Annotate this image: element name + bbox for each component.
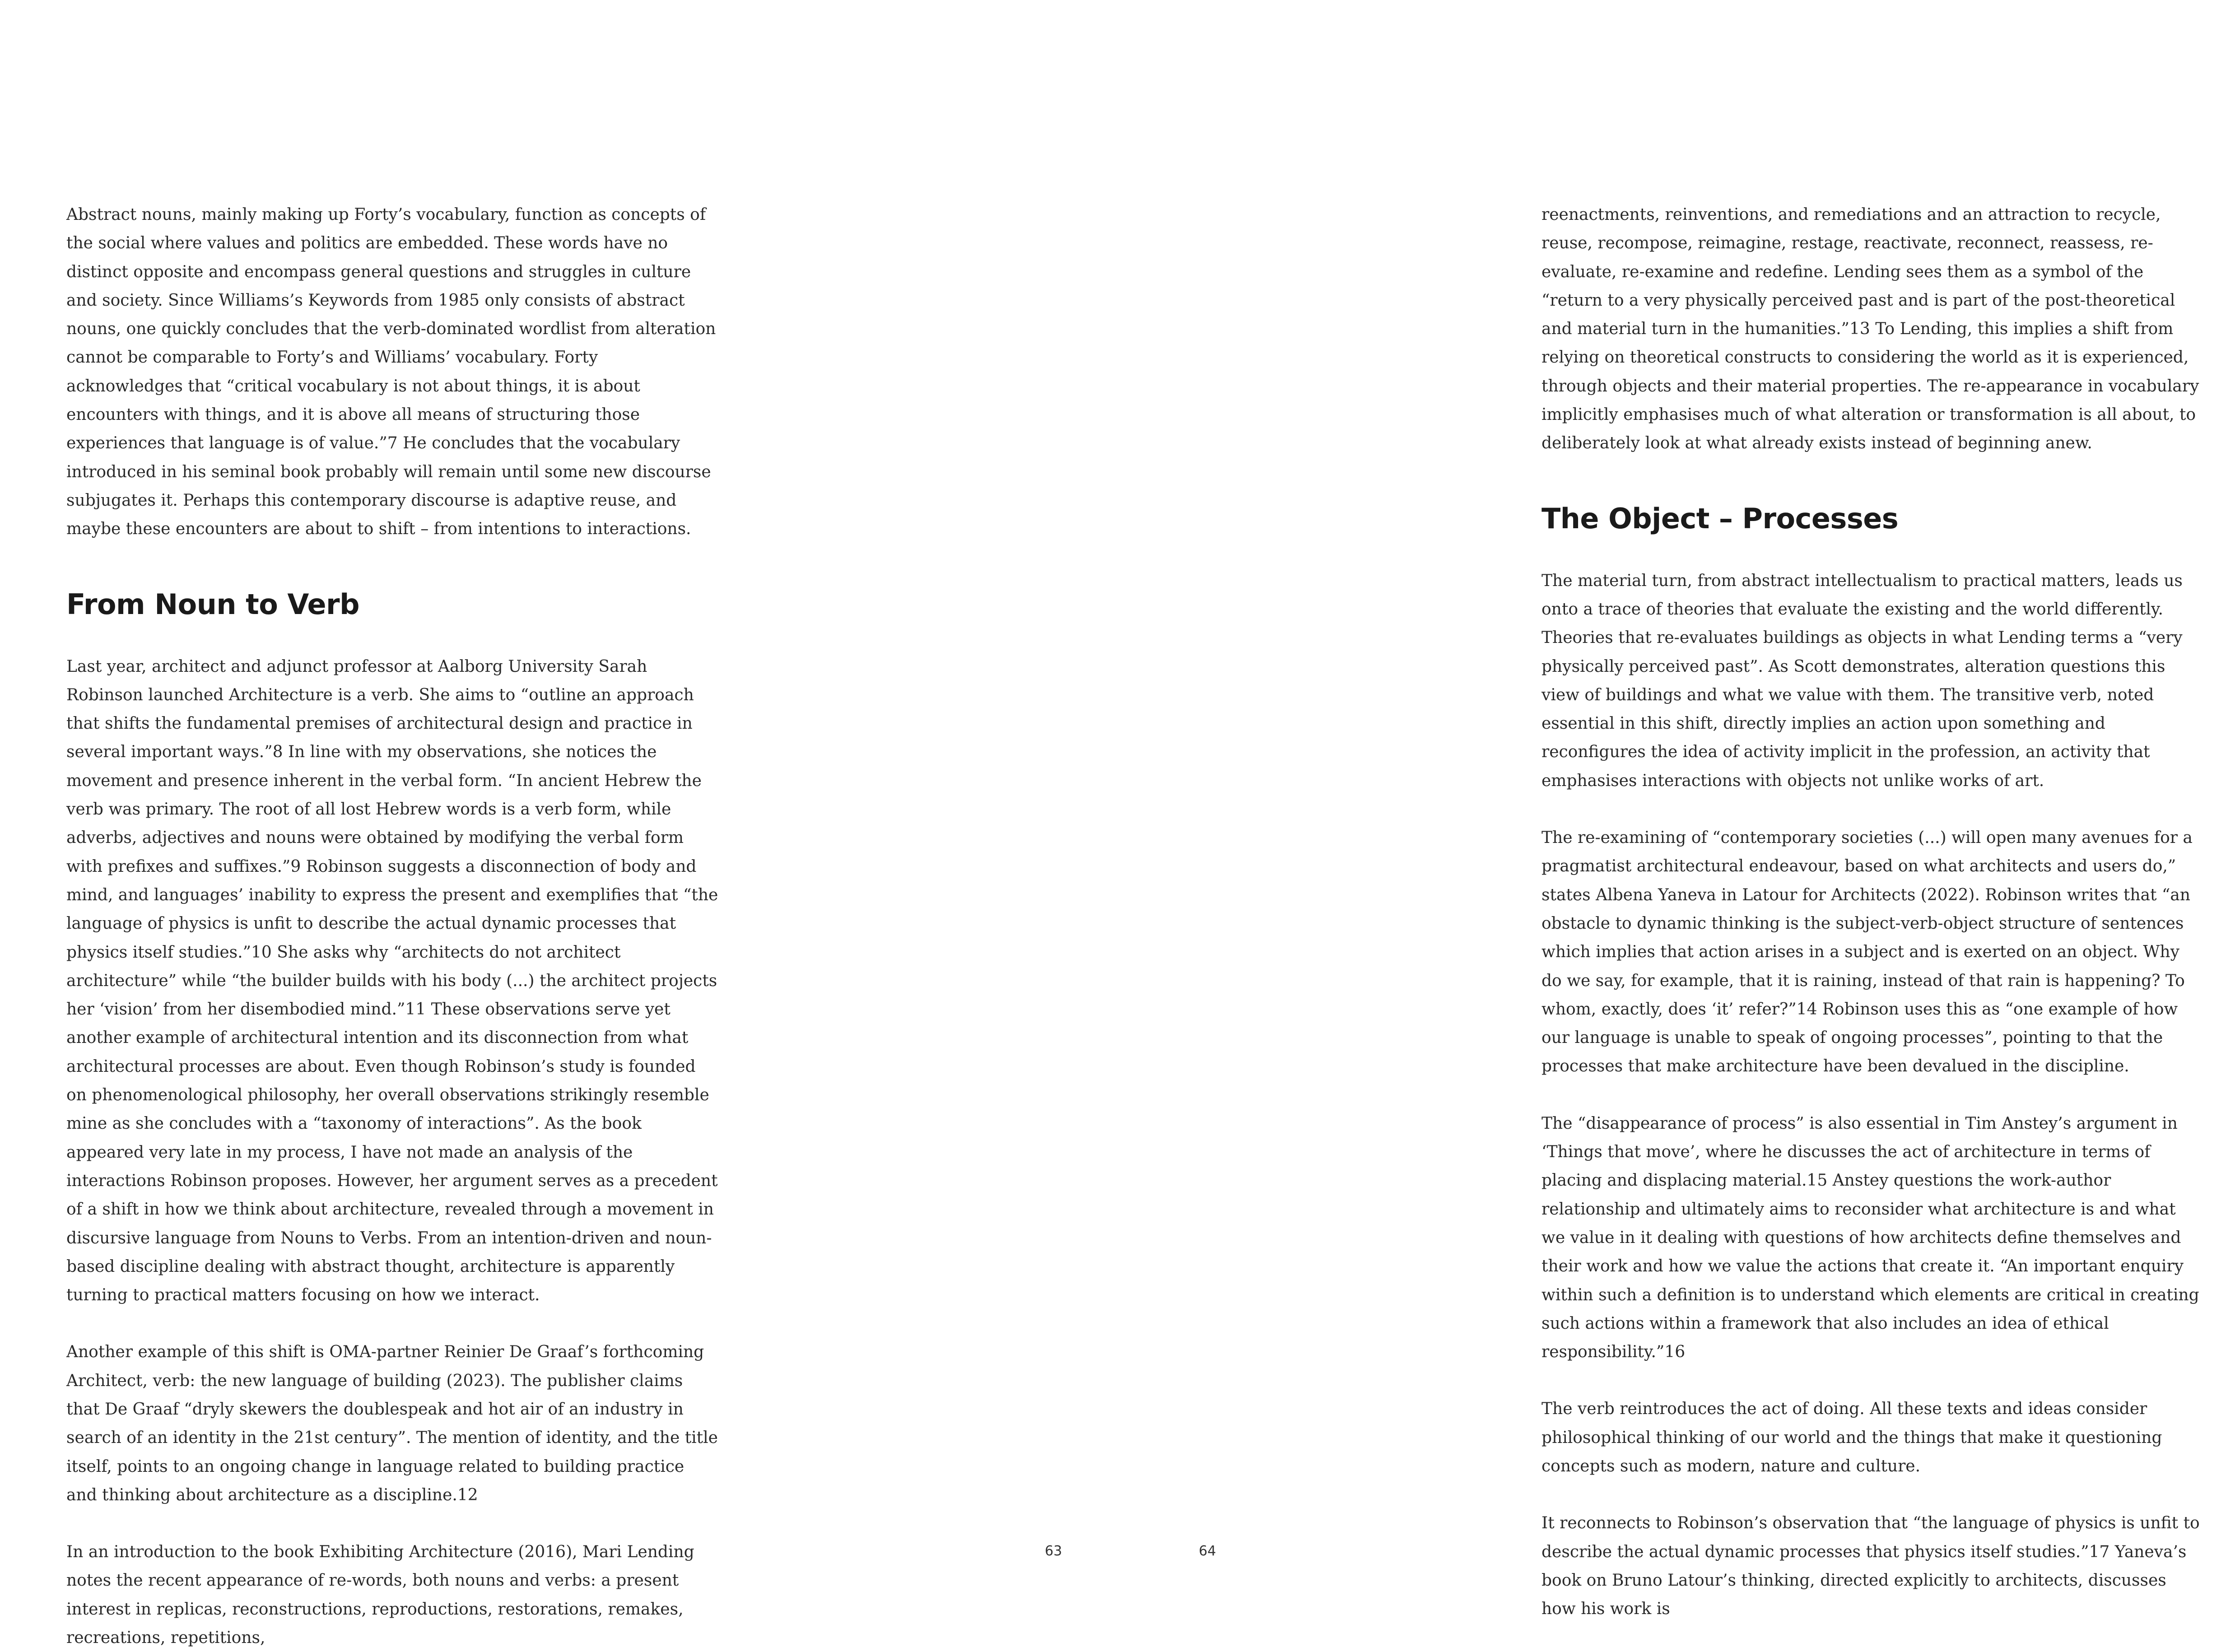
paragraph-yaneva: The re-examining of “contemporary societies (...) will open many avenues for a pragmatist architectural endeavour, based on what architects and users do,” states Albena Yaneva in Latour for Architects (2022). Robinson writes that “an obstacle to dynamic thinking is the subject-verb-object structure of sentences which implies that action arises in a subject and is exerted on an object. Why do we say, for example, that it is raining, instead of that rain is happening? To whom, exactly, does ‘it’ refer?”14 Robinson uses this as “one example of how our language is unable to speak of ongoing processes”, pointing to that the processes that make architecture have been devalued in the discipline.: [1541, 828, 2193, 1076]
paragraph-material-turn: The material turn, from abstract intellectualism to practical matters, leads us onto a trace of theories that evaluate the existing and the world differently. Theories that re-evaluates buildings as objects in what Lending terms a “very physically perceived past”. As Scott demonstrates, alteration questions this view of buildings and what we value with them. The transitive verb, noted essential in this shift, directly implies an action upon something and reconfigures the idea of activity implicit in the profession, an activity that emphasises interactions with objects not unlike works of art.: [1541, 571, 2183, 790]
paragraph-anstey: The “disappearance of process” is also essential in Tim Anstey’s argument in ‘Things that move’, where he discusses the act of architecture in terms of placing and displacing material.15 Anstey questions the work-author relationship and ultimately aims to reconsider what architecture is and what we value in it dealing with questions of how architects define themselves and their work and how we value the actions that create it. “An important enquiry within such a definition is to understand which elements are critical in creating such actions within a framework that also includes an idea of ethical responsibility.”16: [1541, 1114, 2199, 1362]
right-page: [1120, 0, 2240, 1619]
paragraph-reconnects: It reconnects to Robinson’s observation that “the language of physics is unfit to describe the actual dynamic processes that physics itself studies.”17 Yaneva’s book on Bruno Latour’s thinking, directed explicitly to architects, discusses how his work is: [1541, 1514, 2200, 1619]
page-number-left: 63: [1045, 1543, 1062, 1559]
paragraph-lending: In an introduction to the book Exhibiting Architecture (2016), Mari Lending notes the recent appearance of re-words, both nouns and verbs: a present interest in replicas, reconstructions, reproductions, restorations, remakes, recreations, repetitions,: [66, 1543, 694, 1647]
paragraph-de-graaf: Another example of this shift is OMA-partner Reinier De Graaf’s forthcoming Architect, verb: the new language of building (2023). The publisher claims that De Graaf “dryly skewers the doublespeak and hot air of an industry in search of an identity in the 21st century”. The mention of identity, and the title itself, points to an ongoing change in language related to building practice and thinking about architecture as a discipline.12: [66, 1343, 718, 1504]
page-number-right: 64: [1199, 1543, 1216, 1559]
section-heading-object-processes: The Object – Processes: [1541, 502, 1899, 535]
paragraph-reenactments: reenactments, reinventions, and remediations and an attraction to recycle, reuse, recompose, reimagine, restage, reactivate, reconnect, reassess, re-evaluate, re-examine and redefine. Lending sees them as a symbol of the “return to a very physically perceived past and is part of the post-theoretical and material turn in the humanities.”13 To Lending, this implies a shift from relying on theoretical constructs to considering the world as it is experienced, through objects and their material properties. The re-appearance in vocabulary implicitly emphasises much of what alteration or transformation is all about, to deliberately look at what already exists instead of beginning anew.: [1541, 205, 2199, 453]
paragraph-verb-doing: The verb reintroduces the act of doing. All these texts and ideas consider philosophical thinking of our world and the things that make it questioning concepts such as modern, nature and culture.: [1541, 1400, 2162, 1475]
paragraph-robinson: Last year, architect and adjunct professor at Aalborg University Sarah Robinson launched Architecture is a verb. She aims to “outline an approach that shifts the fundamental premises of architectural design and practice in several important ways.”8 In line with my observations, she notices the movement and presence inherent in the verbal form. “In ancient Hebrew the verb was primary. The root of all lost Hebrew words is a verb form, while adverbs, adjectives and nouns were obtained by modifying the verbal form with prefixes and suffixes.”9 Robinson suggests a disconnection of body and mind, and languages’ inability to express the present and exemplifies that “the language of physics is unfit to describe the actual dynamic processes that physics itself studies.”10 She asks why “architects do not architect architecture” while “the builder builds with his body (...) the architect projects her ‘vision’ from her disembodied mind.”11 These observations serve yet another example of architectural intention and its disconnection from what architectural processes are about. Even though Robinson’s study is founded on phenomenological philosophy, her overall observations strikingly resemble mine as she concludes with a “taxonomy of interactions”. As the book appeared very late in my process, I have not made an analysis of the interactions Robinson proposes. However, her argument serves as a precedent of a shift in how we think about architecture, revealed through a movement in discursive language from Nouns to Verbs. From an intention-driven and noun-based discipline dealing with abstract thought, architecture is apparently turning to practical matters focusing on how we interact.: [66, 657, 718, 1305]
section-heading-noun-to-verb: From Noun to Verb: [66, 587, 360, 621]
paragraph-abstract-nouns: Abstract nouns, mainly making up Forty’s vocabulary, function as concepts of the social where values and politics are embedded. These words have no distinct opposite and encompass general questions and struggles in culture and society. Since Williams’s Keywords from 1985 only consists of abstract nouns, one quickly concludes that the verb-dominated wordlist from alteration cannot be comparable to Forty’s and Williams’ vocabulary. Forty acknowledges that “critical vocabulary is not about things, it is about encounters with things, and it is above all means of structuring those experiences that language is of value.”7 He concludes that the vocabulary introduced in his seminal book probably will remain until some new discourse subjugates it. Perhaps this contemporary discourse is adaptive reuse, and maybe these encounters are about to shift – from intentions to interactions.: [66, 205, 716, 539]
right-text-column: [1541, 200, 2201, 1623]
left-page: [0, 0, 1120, 1647]
left-text-column: [66, 200, 719, 1652]
